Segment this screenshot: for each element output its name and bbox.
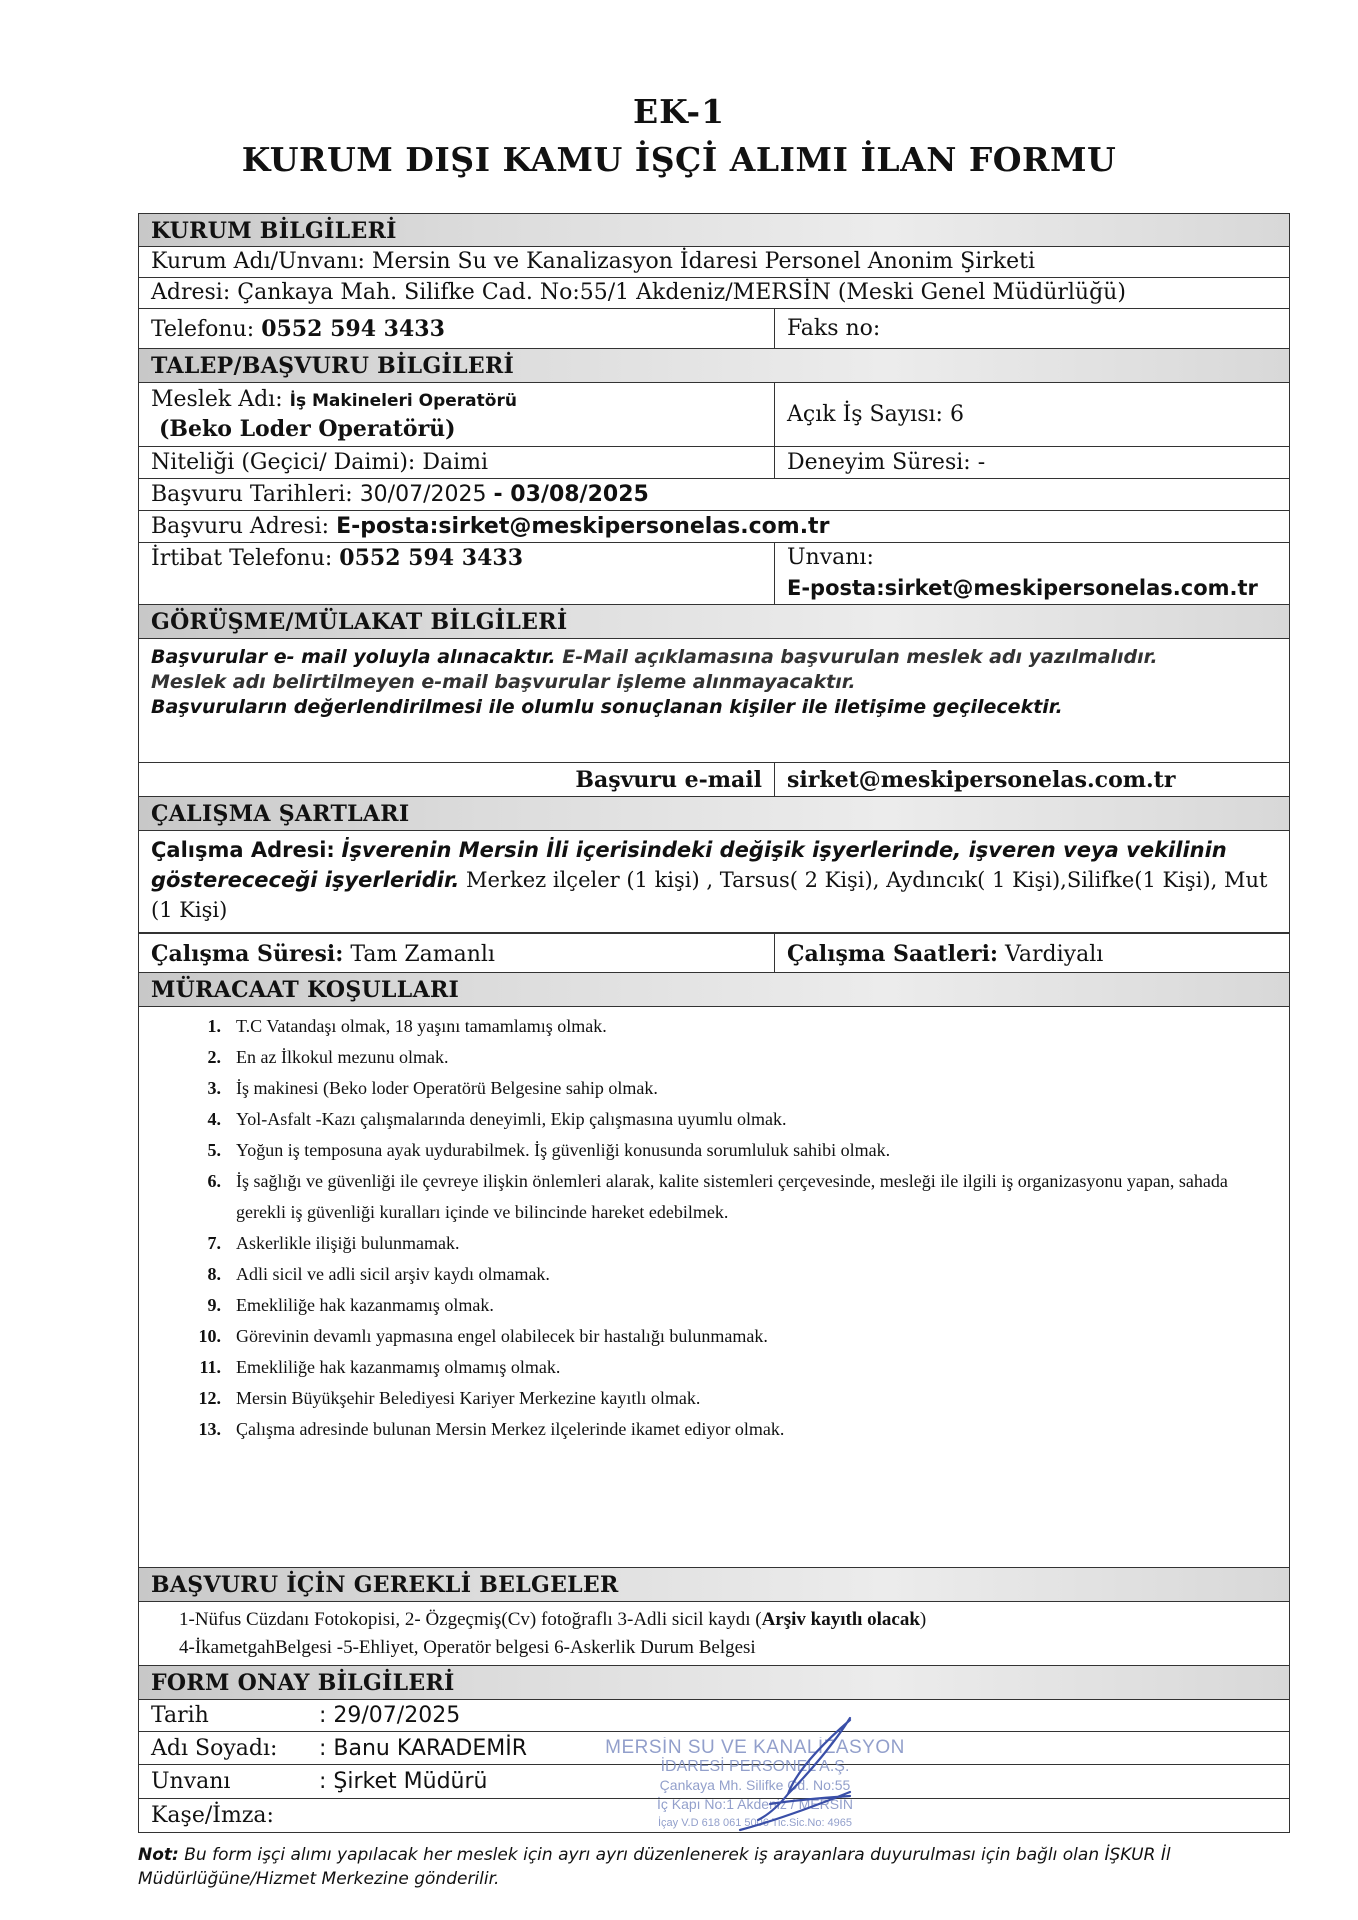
section-talep: TALEP/BAŞVURU BİLGİLERİ — [139, 349, 1289, 383]
section-gorusme: GÖRÜŞME/MÜLAKAT BİLGİLERİ — [139, 605, 1289, 639]
approval-date: : 29/07/2025 — [319, 1703, 461, 1728]
work-address-text: İşverenin Mersin İli içerisindeki değişik işyerlerinde, işveren veya vekilinin gösterececeği işyerleridir. — [151, 838, 1227, 892]
condition-text: Yoğun iş temposuna ayak uydurabilmek. İş güvenliği konusunda sorumluluk sahibi olmak. — [236, 1140, 891, 1160]
form-title: KURUM DIŞI KAMU İŞÇİ ALIMI İLAN FORMU — [241, 140, 1117, 179]
label: Deneyim Süresi: — [787, 450, 971, 475]
section-kosullar: MÜRACAAT KOŞULLARI — [139, 973, 1289, 1007]
condition-number: 3. — [207, 1078, 221, 1098]
condition-item — [139, 1259, 1289, 1290]
form-code: EK-1 — [632, 92, 726, 131]
label: Kaşe/İmza: — [151, 1803, 274, 1828]
institution-name-row — [139, 247, 1289, 278]
condition-text: Yol-Asfalt -Kazı çalışmalarında deneyimli, Ekip çalışmasına uyumlu olmak. — [236, 1109, 787, 1129]
work-time-row — [139, 933, 1289, 973]
label: Başvuru Adresi: — [151, 514, 330, 539]
work-address — [139, 831, 1289, 933]
footer-note — [138, 1843, 1288, 1891]
condition-item — [139, 1352, 1289, 1383]
condition-text: En az İlkokul mezunu olmak. — [236, 1047, 449, 1067]
condition-number: 11. — [199, 1357, 221, 1377]
label: Başvuru Tarihleri: — [151, 482, 353, 507]
application-email-row — [139, 763, 1289, 797]
conditions-list-wrap — [139, 1007, 1289, 1568]
condition-item — [139, 1383, 1289, 1414]
stamp-line: MERSİN SU VE KANALİZASYON — [605, 1737, 905, 1758]
institution-address: Çankaya Mah. Silifke Cad. No:55/1 Akdeniz/MERSİN (Meski Genel Müdürlüğü) — [237, 280, 1126, 305]
label: Adı Soyadı: — [151, 1736, 278, 1761]
documents — [139, 1602, 1289, 1666]
date-start: 30/07/2025 — [359, 482, 487, 507]
condition-number: 12. — [198, 1388, 221, 1408]
interview-line: E-Mail açıklamasına başvurulan meslek adı yazılmalıdır. — [555, 646, 1158, 668]
job-name: İş Makineleri Operatörü — [289, 391, 517, 411]
institution-name: Mersin Su ve Kanalizasyon İdaresi Personel Anonim Şirketi — [371, 249, 1035, 274]
application-address-row — [139, 511, 1289, 543]
condition-text: T.C Vatandaşı olmak, 18 yaşını tamamlamış olmak. — [236, 1016, 607, 1036]
interview-line: Başvuruların değerlendirilmesi ile olumlu sonuçlanan kişiler ile iletişime geçilecektir. — [151, 696, 1063, 718]
condition-text: İş sağlığı ve güvenliği ile çevreye ilişkin önlemleri alarak, kalite sistemleri çerçevesinde, mesleği ile ilgili iş organizasyonu yapan, sahada gerekli iş güvenliği kuralları içinde ve bilincinde hareket edebilmek. — [236, 1171, 1228, 1222]
interview-line: Meslek adı belirtilmeyen e-mail başvurular işleme alınmayacaktır. — [151, 671, 856, 693]
condition-number: 8. — [207, 1264, 221, 1284]
stamp-line: İDARESİ PERSONEL A.Ş. — [660, 1758, 850, 1775]
institution-phone: 0552 594 3433 — [261, 316, 445, 342]
label: Çalışma Adresi: — [151, 838, 335, 862]
section-calisma: ÇALIŞMA ŞARTLARI — [139, 797, 1289, 831]
approver-name: : Banu KARADEMİR — [319, 1736, 527, 1761]
condition-item — [139, 1166, 1289, 1228]
condition-item — [139, 1414, 1289, 1445]
nature-row — [139, 447, 1289, 479]
condition-text: Askerlikle ilişiği bulunmamak. — [236, 1233, 460, 1253]
application-address: E-posta:sirket@meskipersonelas.com.tr — [336, 514, 830, 539]
condition-number: 7. — [207, 1233, 221, 1253]
label: Çalışma Saatleri: — [787, 941, 999, 967]
condition-text: Çalışma adresinde bulunan Mersin Merkez ilçelerinde ikamet ediyor olmak. — [236, 1419, 785, 1439]
condition-item — [139, 1135, 1289, 1166]
condition-item — [139, 1042, 1289, 1073]
conditions-list — [139, 1007, 1289, 1445]
label: Telefonu: — [151, 317, 255, 342]
condition-number: 6. — [207, 1171, 221, 1191]
announcement-form — [138, 213, 1290, 1833]
document-line: 1-Nüfus Cüzdanı Fotokopisi, 2- Özgeçmiş(Cv) fotoğraflı 3-Adli sicil kaydı ( — [179, 1609, 762, 1630]
condition-item — [139, 1073, 1289, 1104]
label: Adresi: — [151, 280, 231, 305]
open-positions: 6 — [949, 402, 964, 427]
stamp-line: İçay V.D 618 061 5006 Tic.Sic.No: 4965 — [657, 1817, 853, 1829]
condition-text: Mersin Büyükşehir Belediyesi Kariyer Merkezine kayıtlı olmak. — [236, 1388, 701, 1408]
work-hours: Vardiyalı — [1005, 942, 1104, 967]
document-note: Arşiv kayıtlı olacak — [761, 1609, 920, 1630]
work-duration: Tam Zamanlı — [350, 942, 495, 967]
signature-image — [700, 1712, 880, 1842]
condition-text: Adli sicil ve adli sicil arşiv kaydı olmamak. — [236, 1264, 550, 1284]
label: Meslek Adı: — [151, 387, 283, 412]
interview-line: Başvurular e- mail yoluyla alınacaktır. — [151, 646, 556, 668]
title-label: Unvanı: — [787, 545, 874, 570]
condition-text: Emekliliğe hak kazanmamış olmak. — [236, 1295, 494, 1315]
institution-phone-row — [139, 309, 1289, 349]
section-kurum: KURUM BİLGİLERİ — [139, 213, 1289, 247]
label: Niteliği (Geçici/ Daimi): — [151, 450, 416, 475]
condition-item — [139, 1290, 1289, 1321]
approver-title: : Şirket Müdürü — [319, 1769, 488, 1794]
label: Çalışma Süresi: — [151, 941, 344, 967]
condition-item — [139, 1228, 1289, 1259]
note-text: Bu form işçi alımı yapılacak her meslek için ayrı ayrı düzenlenerek iş arayanlara duyurulması için bağlı olan İŞKUR İl Müdürlüğüne/Hizmet Merkezine gönderilir. — [138, 1845, 1171, 1889]
condition-number: 2. — [207, 1047, 221, 1067]
interview-info — [139, 639, 1289, 763]
date-end: - 03/08/2025 — [493, 482, 649, 507]
condition-text: Emekliliğe hak kazanmamış olmamış olmak. — [236, 1357, 561, 1377]
contact-phone: 0552 594 3433 — [339, 545, 523, 571]
condition-number: 4. — [207, 1109, 221, 1129]
condition-number: 9. — [207, 1295, 221, 1315]
stamp-line: İç Kapı No:1 Akdeniz / MERSİN — [656, 1796, 854, 1812]
condition-item — [139, 1011, 1289, 1042]
contact-email: E-posta:sirket@meskipersonelas.com.tr — [787, 576, 1258, 600]
application-email: sirket@meskipersonelas.com.tr — [787, 767, 1176, 793]
label: Tarih — [151, 1703, 209, 1728]
note-label: Not: — [138, 1845, 179, 1865]
job-row — [139, 383, 1289, 447]
condition-text: İş makinesi (Beko loder Operatörü Belgesine sahip olmak. — [236, 1078, 658, 1098]
condition-item — [139, 1104, 1289, 1135]
label: Kurum Adı/Unvanı: — [151, 249, 365, 274]
document-line: ) — [919, 1609, 927, 1630]
dates-row — [139, 479, 1289, 511]
condition-number: 1. — [207, 1016, 221, 1036]
work-locations: Merkez ilçeler (1 kişi) , Tarsus( 2 Kişi), Aydıncık( 1 Kişi),Silifke(1 Kişi), Mut (1 Kişi) — [151, 868, 1268, 922]
experience: - — [977, 450, 986, 475]
job-nature: Daimi — [422, 450, 489, 475]
condition-text: Görevinin devamlı yapmasına engel olabilecek bir hastalığı bulunmamak. — [236, 1326, 768, 1346]
contact-row — [139, 543, 1289, 605]
institution-address-row — [139, 278, 1289, 309]
job-subname: (Beko Loder Operatörü) — [159, 416, 456, 442]
stamp-line: Çankaya Mh. Silifke Cd. No:55 — [659, 1777, 851, 1793]
fax-label: Faks no: — [787, 316, 881, 341]
condition-item — [139, 1321, 1289, 1352]
section-onay: FORM ONAY BİLGİLERİ — [139, 1666, 1289, 1700]
label: Başvuru e-mail — [575, 767, 762, 793]
condition-number: 5. — [207, 1140, 221, 1160]
document-line: 4-İkametgahBelgesi -5-Ehliyet, Operatör belgesi 6-Askerlik Durum Belgesi — [179, 1637, 756, 1658]
condition-number: 10. — [198, 1326, 221, 1346]
section-belgeler: BAŞVURU İÇİN GEREKLİ BELGELER — [139, 1568, 1289, 1602]
label: İrtibat Telefonu: — [151, 546, 333, 571]
label: Unvanı — [151, 1769, 231, 1794]
condition-number: 13. — [198, 1419, 221, 1439]
label: Açık İş Sayısı: — [787, 402, 943, 427]
